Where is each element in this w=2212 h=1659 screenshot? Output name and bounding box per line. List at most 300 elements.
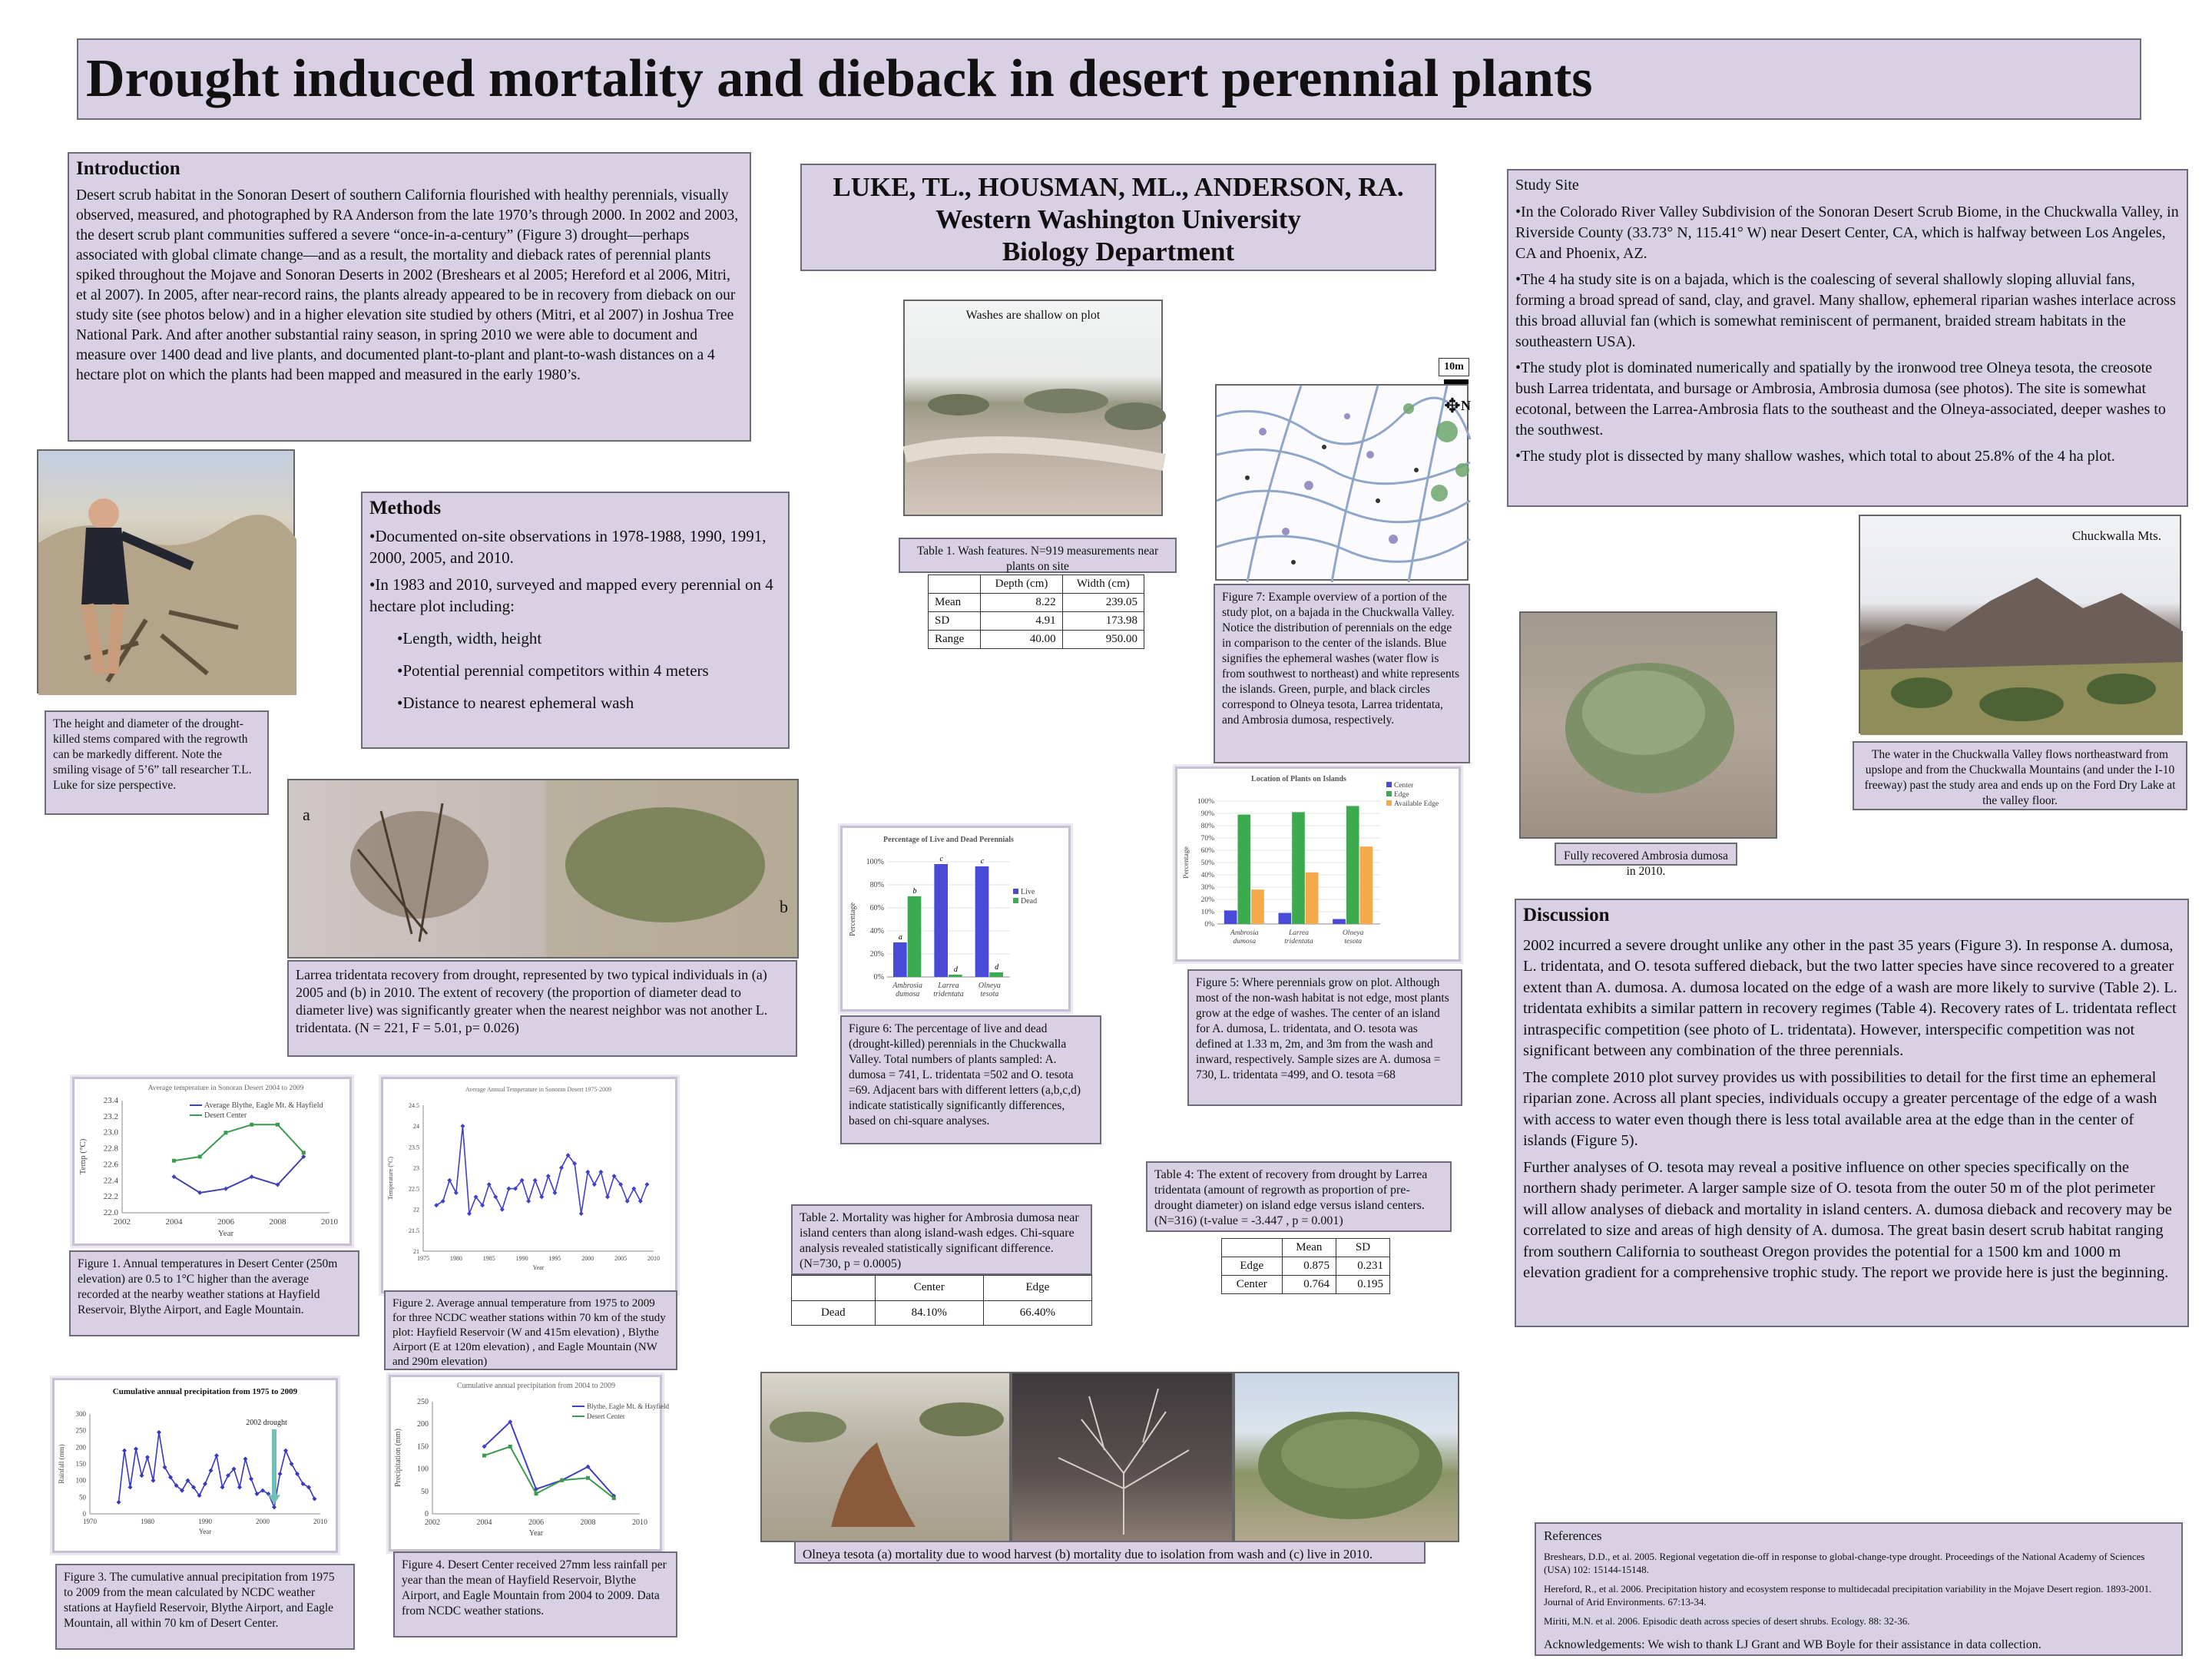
y-axis-label: Temp (°C) xyxy=(78,1138,88,1175)
north-arrow-icon: ✥ xyxy=(1444,395,1461,417)
data-point xyxy=(122,1449,127,1453)
x-tick-label: tridentata xyxy=(1284,938,1313,945)
series-line xyxy=(485,1422,614,1495)
table-cell: 173.98 xyxy=(1062,612,1144,631)
x-tick-label: 1990 xyxy=(198,1518,212,1525)
table1-header: Width (cm) xyxy=(1062,575,1144,594)
y-tick-label: 20% xyxy=(1200,896,1214,904)
y-tick-label: 150 xyxy=(75,1460,86,1468)
methods-sub-1: •Length, width, height xyxy=(397,629,542,647)
table2 xyxy=(791,1275,1092,1326)
bar-edge xyxy=(1238,815,1251,924)
data-point xyxy=(214,1453,219,1458)
live-tree-illustration xyxy=(1235,1373,1461,1544)
table-cell: 0.231 xyxy=(1336,1257,1390,1276)
data-point xyxy=(203,1482,207,1486)
series-line xyxy=(174,1124,304,1161)
chuckwalla-label: Chuckwalla Mts. xyxy=(2071,528,2161,543)
data-point xyxy=(625,1199,630,1204)
data-point xyxy=(598,1170,603,1174)
bar-letter: c xyxy=(939,855,943,863)
washes-label: Washes are shallow on plot xyxy=(965,309,1101,322)
table-row xyxy=(792,1300,1092,1326)
fig1-caption: Figure 1. Annual temperatures in Desert Center (250m elevation) are 0.5 to 1°C higher than the average recorded at the nearby weather stations at Hayfield Reservoir, Blythe Airport, and Eagle Mountain. xyxy=(69,1250,359,1336)
x-tick-label: 2005 xyxy=(614,1255,628,1262)
x-tick-label: Olneya xyxy=(978,982,1001,990)
methods-sub-3: •Distance to nearest ephemeral wash xyxy=(397,694,634,712)
data-point xyxy=(631,1187,636,1191)
y-tick-label: 100 xyxy=(417,1465,429,1474)
fig5-chart xyxy=(1175,767,1461,962)
table1 xyxy=(928,575,1144,649)
y-axis-label: Precipitation (mm) xyxy=(394,1429,402,1487)
data-point xyxy=(250,1123,253,1127)
y-tick-label: 23.2 xyxy=(103,1111,118,1121)
table2-header: Center xyxy=(875,1276,983,1301)
table-cell: 40.00 xyxy=(981,631,1062,649)
table-cell: Dead xyxy=(792,1300,876,1326)
methods-item-2: •In 1983 and 2010, surveyed and mapped every perennial on 4 hectare plot including: xyxy=(369,575,773,615)
x-tick-label: Larrea xyxy=(1288,929,1310,937)
table2-caption: Table 2. Mortality was higher for Ambrosia dumosa near island centers than along island-wash edges. Chi-square analysis revealed statistically significant difference. (N=730, p = 0.0005) xyxy=(791,1204,1092,1275)
bar-available-edge xyxy=(1360,846,1373,924)
fig2-svg xyxy=(383,1079,675,1291)
authors-box xyxy=(800,164,1436,271)
y-tick-label: 21.5 xyxy=(409,1227,419,1234)
discussion-paragraph-3: Further analyses of O. tesota may reveal a positive influence on other species specifically on the northern shady perimeter. A larger sample size of O. tesota from the outer 50 m of the plot perimeter will allow analyses of dieback and mortality in island centers. A. dumosa dieback and recovery may be correlated to size and areas of high density of A. dumosa. The great basin desert scrub habitat ranging from southern California to southeast Oregon provides the potential for a 1500 km and 1000 m elevation gradient for a comprehensive trophic study. The report we provide here is just the beginning. xyxy=(1523,1158,2172,1281)
methods-sub-2: •Potential perennial competitors within 4 meters xyxy=(397,661,709,680)
data-point xyxy=(579,1211,584,1216)
references-box xyxy=(1535,1522,2183,1656)
legend-label: Average Blythe, Eagle Mt. & Hayfield xyxy=(204,1101,323,1110)
legend-label: Edge xyxy=(1394,791,1409,799)
legend-swatch xyxy=(1013,898,1018,903)
chart-title: Location of Plants on Islands xyxy=(1251,775,1346,783)
y-tick-label: 100 xyxy=(75,1476,86,1485)
fig2-chart xyxy=(381,1077,677,1293)
x-axis-label: Year xyxy=(532,1264,545,1271)
legend-label: Blythe, Eagle Mt. & Hayfield xyxy=(587,1402,669,1410)
data-point xyxy=(586,1476,590,1480)
y-tick-label: 300 xyxy=(75,1410,86,1418)
legend-label: Desert Center xyxy=(587,1412,625,1420)
data-point xyxy=(526,1199,531,1204)
olneya-caption: Olneya tesota (a) mortality due to wood harvest (b) mortality due to isolation from wash and (c) live in 2010. xyxy=(794,1541,1426,1564)
table-cell: 239.05 xyxy=(1062,594,1144,612)
x-tick-label: 1985 xyxy=(482,1255,495,1262)
x-tick-label: 2008 xyxy=(580,1518,596,1527)
researcher-caption: The height and diameter of the drought-killed stems compared with the regrowth can be markedly different. Note the smiling visage of 5’6” tall researcher T.L. Luke for size perspective. xyxy=(45,710,269,815)
y-tick-label: 80% xyxy=(1200,823,1214,830)
table1-header xyxy=(929,575,981,594)
data-point xyxy=(220,1485,225,1489)
methods-item-1: •Documented on-site observations in 1978-1988, 1990, 1991, 2000, 2005, and 2010. xyxy=(369,527,767,567)
authors-university: Western Washington University xyxy=(935,204,1301,234)
x-tick-label: 2010 xyxy=(313,1518,327,1525)
olneya-photo-b xyxy=(1011,1372,1233,1542)
ambrosia-illustration xyxy=(1521,613,1779,840)
y-axis-label: Percentage xyxy=(849,902,857,936)
chart-title: Cumulative annual precipitation from 2004 to 2009 xyxy=(456,1382,616,1390)
fig6-chart xyxy=(840,826,1071,1012)
x-tick-label: Olneya xyxy=(1342,929,1364,937)
series-line xyxy=(485,1446,614,1498)
fig1-svg xyxy=(75,1079,349,1243)
data-point xyxy=(272,1505,276,1509)
table-cell: Center xyxy=(1222,1276,1283,1294)
study-site-paragraph-2: •The 4 ha study site is on a bajada, which is the coalescing of several shallowly sloping alluvial fans, forming a broad spread of sand, clay, and gravel. Many shallow, ephemeral riparian washes interlace across this broad alluvial fan (which is somewhat reminiscent of permanent, braided stream habitats in the southeastern USA). xyxy=(1515,271,2176,350)
data-point xyxy=(278,1472,283,1476)
data-point xyxy=(546,1174,551,1178)
x-tick-label: 1980 xyxy=(449,1255,462,1262)
y-tick-label: 200 xyxy=(75,1443,86,1452)
x-tick-label: 1980 xyxy=(141,1518,154,1525)
map-scale-bar xyxy=(1444,379,1469,384)
washes-illustration xyxy=(905,301,1164,518)
bar-center xyxy=(1333,919,1346,924)
y-tick-label: 0% xyxy=(873,973,884,982)
discussion-box xyxy=(1515,899,2189,1327)
study-site-heading: Study Site xyxy=(1515,177,1579,194)
bar-dead xyxy=(949,975,962,977)
bar-center xyxy=(1279,913,1292,924)
data-point xyxy=(172,1159,176,1163)
y-tick-label: 40% xyxy=(1200,872,1214,879)
y-tick-label: 30% xyxy=(1200,884,1214,892)
north-label: N xyxy=(1461,398,1471,413)
table-cell: 4.91 xyxy=(981,612,1062,631)
dead-tree-illustration xyxy=(1012,1373,1235,1544)
annotation-label: 2002 drought xyxy=(246,1419,287,1427)
legend-label: Available Edge xyxy=(1394,800,1439,808)
y-tick-label: 50% xyxy=(1200,859,1214,867)
data-point xyxy=(209,1469,214,1473)
table1-caption: Table 1. Wash features. N=919 measurements near plants on site xyxy=(899,538,1177,573)
data-point xyxy=(128,1485,133,1489)
reference-1: Breshears, D.D., et al. 2005. Regional vegetation die-off in response to global-change-type drought. Proceedings of the National Academy of Sciences (USA) 102: 15144-15148. xyxy=(1544,1551,2145,1575)
wood-harvest-illustration xyxy=(762,1373,1012,1544)
table-cell: 0.764 xyxy=(1282,1276,1336,1294)
chuckwalla-illustration xyxy=(1860,516,2183,735)
data-point xyxy=(482,1454,486,1458)
y-tick-label: 0% xyxy=(1204,921,1214,929)
y-tick-label: 22.0 xyxy=(103,1208,118,1217)
x-tick-label: dumosa xyxy=(1233,938,1257,945)
larrea-illustration xyxy=(289,780,800,960)
introduction-text: Desert scrub habitat in the Sonoran Desert of southern California flourished with healthy perennials, visually observed, measured, and photographed by RA Anderson from the late 1970’s through 2000. In 2002 and 2003, the desert scrub plant communities suffered a severe “once-in-a-century” (Figure 3) drought—perhaps associated with global climate change—and as a result, the mortality and dieback rates of perennial plants spiked throughout the Mojave and Sonoran Deserts in 2002 (Breshears et al 2005; Hereford et al 2006, Mitri, et al 2007). In 2005, after near-record rains, the plants already appeared to be in recovery from dieback on our study site (see photos below) and in a higher elevation site studied by others (Mitri, et al 2007) in Joshua Tree National Park. And after another substantial rainy season, in spring 2010 we were able to document and measure over 1400 dead and live plants, and documented plant-to-plant and plant-to-wash distances on a 4 hectare plot on which the plants had been mapped and measured in the early 1980’s. xyxy=(76,187,739,383)
study-site-paragraph-3: •The study plot is dominated numerically and spatially by the ironwood tree Olneya tesota, the creosote bush Larrea tridentata, and bursage or Ambrosia, Ambrosia dumosa (see photos). The site is somewhat ecotonal, between the Larrea-Ambrosia flats to the southeast and the Olneya-associated, deeper washes to the southwest. xyxy=(1515,359,2166,439)
discussion-heading: Discussion xyxy=(1523,905,1610,926)
references-heading: References xyxy=(1544,1528,1602,1543)
data-point xyxy=(493,1194,498,1199)
data-point xyxy=(224,1187,228,1191)
authors-department: Biology Department xyxy=(1002,237,1235,267)
table-cell: 0.875 xyxy=(1282,1257,1336,1276)
x-tick-label: 2000 xyxy=(581,1255,594,1262)
fig5-caption: Figure 5: Where perennials grow on plot. Although most of the non-wash habitat is not edge, most plants grow at the edge of washes. The center of an island for A. dumosa, L. tridentata, and O. tesota was defined at 1.33 m, 2m, and 3m from the wash and inward, respectively. Sample sizes are A. dumosa = 730, L. tridentata =499, and O. tesota =68 xyxy=(1187,969,1462,1106)
larrea-label-a: a xyxy=(303,805,310,824)
table4 xyxy=(1221,1238,1390,1294)
data-point xyxy=(605,1194,610,1199)
y-tick-label: 150 xyxy=(417,1442,429,1452)
bar-live xyxy=(934,864,948,977)
series-line xyxy=(174,1157,304,1193)
y-tick-label: 40% xyxy=(869,927,884,935)
table-cell: SD xyxy=(929,612,981,631)
larrea-label-b: b xyxy=(780,897,788,916)
bar-center xyxy=(1224,910,1237,924)
y-axis-label: Rainfall (mm) xyxy=(58,1444,65,1484)
fig4-svg xyxy=(391,1377,669,1549)
bar-available-edge xyxy=(1306,873,1319,924)
y-tick-label: 250 xyxy=(75,1426,86,1435)
table4-header: Mean xyxy=(1282,1239,1336,1257)
y-axis-label: Temperature (°C) xyxy=(387,1156,394,1200)
data-point xyxy=(250,1174,254,1179)
y-tick-label: 24.5 xyxy=(409,1102,419,1109)
annotation-arrow-icon xyxy=(268,1429,280,1504)
y-tick-label: 100% xyxy=(866,858,884,866)
data-point xyxy=(283,1449,288,1453)
data-point xyxy=(559,1165,564,1170)
bar-dead xyxy=(908,896,922,977)
y-tick-label: 50 xyxy=(421,1487,429,1496)
x-tick-label: 1975 xyxy=(417,1255,429,1262)
fig5-svg xyxy=(1177,769,1459,959)
x-tick-label: 2010 xyxy=(321,1217,338,1227)
bar-edge xyxy=(1292,812,1305,924)
bar-letter: a xyxy=(898,933,902,942)
data-point xyxy=(535,1492,538,1495)
x-tick-label: 2006 xyxy=(528,1518,544,1527)
table-cell: 84.10% xyxy=(875,1300,983,1326)
legend-swatch xyxy=(1386,782,1392,787)
poster-title: Drought induced mortality and dieback in desert perennial plants xyxy=(86,49,1593,108)
data-point xyxy=(612,1496,616,1500)
olneya-photo-a xyxy=(760,1372,1011,1542)
x-tick-label: dumosa xyxy=(896,990,920,998)
series-line xyxy=(436,1126,647,1214)
x-tick-label: 2004 xyxy=(476,1518,492,1527)
acknowledgements: Acknowledgements: We wish to thank LJ Grant and WB Boyle for their assistance in data collection. xyxy=(1544,1638,2041,1651)
legend-swatch xyxy=(1386,791,1392,796)
table-cell: 0.195 xyxy=(1336,1276,1390,1294)
bar-letter: b xyxy=(912,887,917,896)
bar-edge xyxy=(1346,806,1359,924)
data-point xyxy=(157,1430,161,1435)
y-tick-label: 22.2 xyxy=(103,1192,118,1202)
y-tick-label: 22.5 xyxy=(409,1185,419,1193)
y-tick-label: 60% xyxy=(1200,847,1214,855)
table2-header xyxy=(792,1276,876,1301)
legend-label: Desert Center xyxy=(204,1111,247,1120)
y-axis-label: Percentage xyxy=(1183,846,1190,879)
x-tick-label: 1990 xyxy=(515,1255,528,1262)
data-point xyxy=(224,1131,228,1134)
table2-header: Edge xyxy=(983,1276,1091,1301)
chart-title: Percentage of Live and Dead Perennials xyxy=(883,836,1014,844)
larrea-caption: Larrea tridentata recovery from drought, represented by two typical individuals in (a) 2005 and (b) in 2010. The extent of recovery (the proportion of diameter dead to diameter live) was significantly greater when the nearest neighbor was not another L. tridentata. (N = 221, F = 5.01, p= 0.026) xyxy=(287,960,797,1057)
data-point xyxy=(198,1155,202,1159)
x-tick-label: 2008 xyxy=(269,1217,286,1227)
study-site-paragraph-1: •In the Colorado River Valley Subdivision of the Sonoran Desert Scrub Biome, in the Chuckwalla Valley, in Riverside County (33.73° N, 115.41° W) near Desert Center, CA, which is halfway between Los Angeles, CA and Phoenix, AZ. xyxy=(1515,204,2179,262)
authors-names: LUKE, TL., HOUSMAN, ML., ANDERSON, RA. xyxy=(833,172,1404,202)
chart-title: Average Annual Temperature in Sonoran Desert 1975-2009 xyxy=(465,1086,612,1093)
data-point xyxy=(552,1190,557,1195)
x-tick-label: Ambrosia xyxy=(1230,929,1259,937)
y-tick-label: 80% xyxy=(869,881,884,889)
table4-header: SD xyxy=(1336,1239,1390,1257)
chuckwalla-photo xyxy=(1859,515,2181,733)
y-tick-label: 22.8 xyxy=(103,1144,118,1154)
data-point xyxy=(134,1447,138,1452)
y-tick-label: 0 xyxy=(425,1510,429,1518)
data-point xyxy=(533,1178,538,1183)
map-scale-label: 10m xyxy=(1439,358,1469,376)
x-tick-label: 2010 xyxy=(647,1255,660,1262)
x-tick-label: tesota xyxy=(980,990,999,998)
data-point xyxy=(249,1477,253,1482)
methods-heading: Methods xyxy=(369,498,442,518)
table-cell: 66.40% xyxy=(983,1300,1091,1326)
data-point xyxy=(145,1455,150,1459)
plot-map xyxy=(1215,384,1469,581)
bar-live xyxy=(893,942,907,977)
data-point xyxy=(560,1479,564,1482)
data-point xyxy=(500,1207,505,1212)
study-site-box xyxy=(1507,169,2188,507)
y-tick-label: 23 xyxy=(413,1164,419,1172)
data-point xyxy=(467,1211,472,1216)
ambrosia-caption: Fully recovered Ambrosia dumosa in 2010. xyxy=(1555,843,1737,866)
washes-photo xyxy=(903,300,1163,516)
x-tick-label: Larrea xyxy=(938,982,959,990)
legend-label: Live xyxy=(1021,888,1035,896)
introduction-heading: Introduction xyxy=(76,158,180,179)
x-axis-label: Year xyxy=(217,1229,234,1238)
y-tick-label: 22.4 xyxy=(103,1176,118,1186)
poster-title-box xyxy=(77,38,2141,120)
data-point xyxy=(638,1199,643,1204)
data-point xyxy=(302,1151,306,1154)
table-cell: Mean xyxy=(929,594,981,612)
bar-letter: d xyxy=(995,963,999,972)
table-cell: 950.00 xyxy=(1062,631,1144,649)
data-point xyxy=(508,1445,512,1449)
x-tick-label: 2010 xyxy=(632,1518,647,1527)
y-tick-label: 24 xyxy=(413,1123,419,1131)
table-cell: Edge xyxy=(1222,1257,1283,1276)
y-tick-label: 23.4 xyxy=(103,1096,118,1105)
y-tick-label: 22 xyxy=(413,1206,419,1214)
bar-letter: d xyxy=(953,965,958,974)
legend-swatch xyxy=(1013,889,1018,894)
x-tick-label: 2004 xyxy=(165,1217,183,1227)
table4-caption: Table 4: The extent of recovery from drought by Larrea tridentata (amount of regrowth as proportion of pre-drought diameter) on island edge versus island centers. (N=316) (t-value = -3.447 , p = 0.001) xyxy=(1146,1161,1452,1232)
reference-2: Hereford, R., et al. 2006. Precipitation history and ecosystem response to multidecadal precipitation variability in the Mojave Desert region. 1893-2001. Journal of Arid Environments. 67:13-34. xyxy=(1544,1583,2152,1608)
series-line xyxy=(119,1432,315,1508)
data-point xyxy=(592,1182,597,1187)
y-tick-label: 250 xyxy=(417,1398,429,1406)
plot-map-illustration xyxy=(1217,386,1470,582)
y-tick-label: 100% xyxy=(1197,798,1214,806)
y-tick-label: 60% xyxy=(869,904,884,912)
fig4-caption: Figure 4. Desert Center received 27mm less rainfall per year than the mean of Hayfield Reservoir, Blythe Airport, and Eagle Mountain from 2004 to 2009. Data from NCDC weather stations. xyxy=(393,1551,677,1637)
data-point xyxy=(644,1182,649,1187)
data-point xyxy=(447,1178,452,1183)
ambrosia-photo xyxy=(1519,611,1777,839)
x-tick-label: 2000 xyxy=(256,1518,270,1525)
data-point xyxy=(276,1123,280,1127)
data-point xyxy=(539,1194,544,1199)
table-row xyxy=(929,631,1144,649)
legend-label: Center xyxy=(1394,782,1414,790)
water-caption: The water in the Chuckwalla Valley flows northeastward from upslope and from the Chuckwalla Mountains (and under the I-10 freeway) past the study area and ends up on the Ford Dry Lake at the valley floor. xyxy=(1853,741,2187,810)
y-tick-label: 22.6 xyxy=(103,1160,118,1170)
table-row xyxy=(1222,1276,1390,1294)
bar-live xyxy=(975,866,989,977)
data-point xyxy=(140,1473,144,1478)
bar-dead xyxy=(989,972,1003,977)
study-site-paragraph-4: •The study plot is dissected by many shallow washes, which total to about 25.8% of the 4 ha plot. xyxy=(1515,448,2115,465)
table-row xyxy=(929,612,1144,631)
legend-swatch xyxy=(1386,800,1392,806)
methods-box xyxy=(361,492,790,749)
fig3-caption: Figure 3. The cumulative annual precipitation from 1975 to 2009 from the mean calculated by NCDC weather stations at Hayfield Reservoir, Blythe Airport, and Eagle Mountain, all within 70 km of Desert Center. xyxy=(55,1564,355,1650)
fig6-svg xyxy=(843,828,1068,1009)
table4-header xyxy=(1222,1239,1283,1257)
larrea-photo xyxy=(287,779,799,959)
introduction-box xyxy=(68,152,751,442)
table-row xyxy=(929,594,1144,612)
x-tick-label: tridentata xyxy=(933,990,964,998)
x-axis-label: Year xyxy=(528,1529,544,1538)
x-tick-label: tesota xyxy=(1344,938,1363,945)
data-point xyxy=(585,1170,590,1174)
x-tick-label: 2006 xyxy=(217,1217,234,1227)
olneya-photo-c xyxy=(1233,1372,1459,1542)
y-tick-label: 23.0 xyxy=(103,1128,118,1137)
chart-title: Cumulative annual precipitation from 1975 to 2009 xyxy=(112,1387,298,1396)
fig2-caption: Figure 2. Average annual temperature from 1975 to 2009 for three NCDC weather stations within 70 km of the study plot: Hayfield Reservoir (W and 415m elevation) , Blythe Airport (E at 120m elevation) , and Eagle Mountain (NW and 290m elevation) xyxy=(384,1290,677,1370)
data-point xyxy=(460,1124,465,1128)
fig6-caption: Figure 6: The percentage of live and dead (drought-killed) perennials in the Chuckwalla Valley. Total numbers of plants sampled: A. dumosa = 741, L. tridentata =502 and O. tesota =69. Adjacent bars with different letters (a,b,c,d) indicate statistically significantly differences, based on chi-square analyses. xyxy=(840,1015,1101,1144)
fig1-chart xyxy=(72,1077,352,1246)
y-tick-label: 70% xyxy=(1200,835,1214,843)
fig4-chart xyxy=(389,1375,669,1551)
researcher-photo xyxy=(37,449,295,694)
y-tick-label: 0 xyxy=(82,1510,86,1518)
x-tick-label: 1970 xyxy=(83,1518,97,1525)
data-point xyxy=(313,1497,317,1502)
discussion-paragraph-1: 2002 incurred a severe drought unlike any other in the past 35 years (Figure 3). In response A. dumosa, L. tridentata, and O. tesota suffered dieback, but the two latter species have since recovered to a greater extent than A. dumosa. A. dumosa located on the edge of a wash are more likely to survive (Table 2). L. tridentata exhibits a similar pattern in recovery regimes (Table 4). Recovery rates of L. tridentata reflect intraspecific competition (see photo of L. tridentata). However, interspecific competition was not significant between any combination of the three perennials. xyxy=(1523,936,2177,1059)
table-cell: 8.22 xyxy=(981,594,1062,612)
fig3-chart xyxy=(52,1378,338,1553)
y-tick-label: 20% xyxy=(869,950,884,959)
researcher-illustration xyxy=(38,451,296,695)
fig7-caption: Figure 7: Example overview of a portion of the study plot, on a bajada in the Chuckwalla Valley. Notice the distribution of perennials on the edge in comparison to the center of the islands. Blue signifies the ephemeral washes (water flow is from southwest to northeast) and white represents the islands. Green, purple, and black circles correspond to Olneya tesota, Larrea tridentata, and Ambrosia dumosa, respectively. xyxy=(1214,584,1470,763)
data-point xyxy=(151,1479,156,1483)
x-axis-label: Year xyxy=(198,1528,212,1535)
y-tick-label: 23.5 xyxy=(409,1144,419,1151)
y-tick-label: 21 xyxy=(413,1248,419,1255)
y-tick-label: 50 xyxy=(79,1493,86,1502)
table1-header: Depth (cm) xyxy=(981,575,1062,594)
data-point xyxy=(117,1500,121,1505)
legend-label: Dead xyxy=(1021,897,1038,906)
table-row xyxy=(1222,1257,1390,1276)
bar-available-edge xyxy=(1251,889,1264,924)
